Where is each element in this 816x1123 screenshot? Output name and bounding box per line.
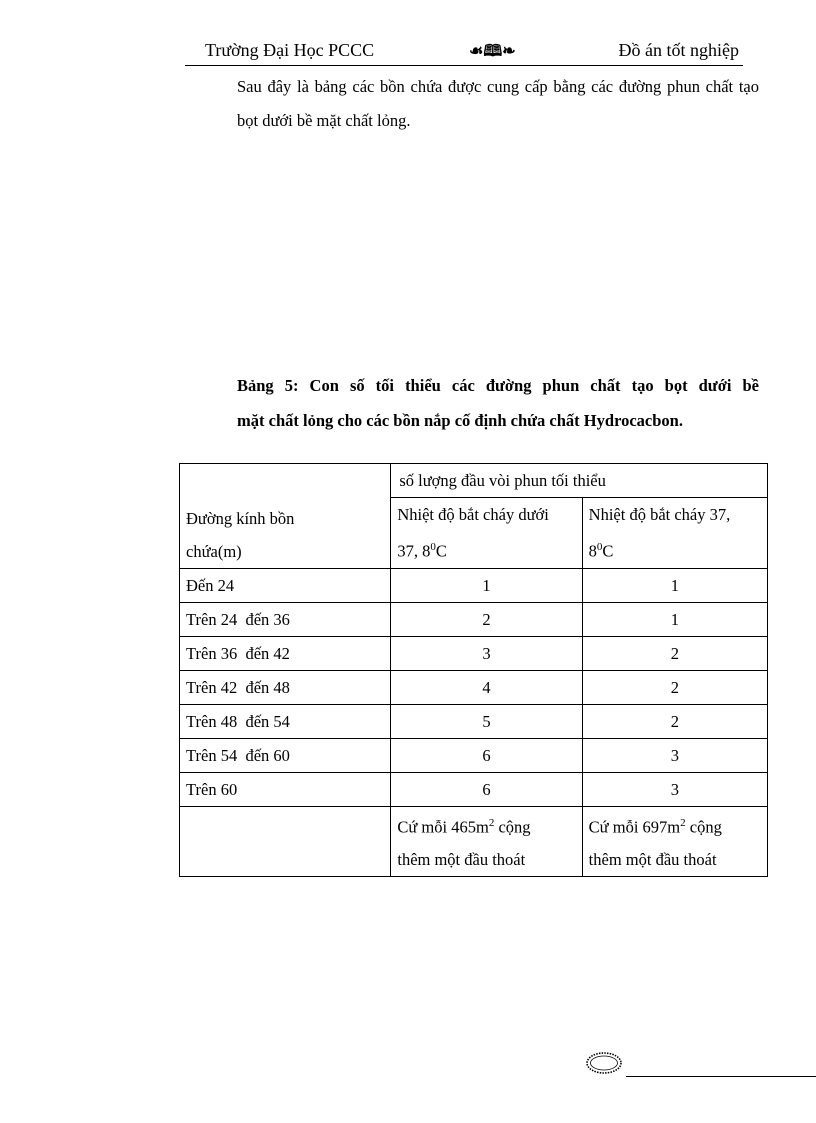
table-note-row [180,806,768,877]
below-count-cell: 4 [391,670,582,704]
square-superscript: 2 [488,816,495,829]
below-temp-header-line-2 [397,531,575,568]
below-count-cell: 6 [391,772,582,806]
above-note-area: Cứ mỗi 697m [588,817,681,836]
table-caption [237,368,759,438]
table-row [180,772,768,806]
header-ornament-icon: ☙🕮❧ [469,43,516,60]
below-count-cell: 5 [391,704,582,738]
table-row [180,704,768,738]
above-count-cell: 1 [582,568,767,602]
group-header-cell [391,464,768,498]
page-header [185,38,743,66]
group-header-text: số lượng đầu vòi phun tối thiểu [399,471,606,490]
footer-ornament-icon [584,1050,624,1076]
above-temp-header-line-1: Nhiệt độ bắt cháy 37, [588,505,731,524]
above-temp-header-line-2 [589,531,761,568]
degree-superscript: 0 [430,541,436,553]
above-note-line-1 [589,807,761,844]
table-header-row-1 [180,464,768,498]
above-note-suffix: cộng [685,817,722,836]
diameter-header-line-2: chứa(m) [186,541,242,561]
below-temp-header-line-1: Nhiệt độ bắt cháy dưới [397,505,549,524]
school-name: Trường Đại Học PCCC [205,40,375,60]
nozzle-table [179,463,768,877]
intro-paragraph [237,70,759,138]
above-temp-header-cell [582,498,767,569]
table-row [180,670,768,704]
above-count-cell: 3 [582,738,767,772]
below-note-line-1 [397,807,575,844]
above-note-line-2: thêm một đầu thoát [588,850,717,869]
below-count-cell: 6 [391,738,582,772]
footer-rule [626,1076,816,1077]
below-count-cell: 2 [391,602,582,636]
below-temp-header-cell [391,498,582,569]
above-count-cell: 3 [582,772,767,806]
above-count-cell: 2 [582,670,767,704]
above-note-cell [582,806,767,877]
diameter-cell: Đến 24 [180,568,391,602]
above-temp-value: 8 [588,541,597,561]
below-note-line-2: thêm một đầu thoát [397,850,526,869]
diameter-header-cell [180,464,391,569]
caption-line-2: mặt chất lỏng cho các bồn nắp cố định chứa chất Hydrocacbon. [237,411,683,430]
table-row [180,602,768,636]
table-row [180,636,768,670]
diameter-cell: Trên 42 đến 48 [180,670,391,704]
table-row [180,738,768,772]
above-count-cell: 1 [582,602,767,636]
below-note-area: Cứ mỗi 465m [397,817,489,836]
diameter-cell: Trên 48 đến 54 [180,704,391,738]
below-temp-value: 37, 8 [397,541,431,561]
celsius-unit: C [435,541,447,561]
above-count-cell: 2 [582,636,767,670]
below-note-cell [391,806,582,877]
degree-superscript: 0 [596,541,603,553]
below-count-cell: 1 [391,568,582,602]
below-count-cell: 3 [391,636,582,670]
square-superscript: 2 [680,816,686,829]
document-title: Đồ án tốt nghiệp [618,40,739,60]
table-row [180,568,768,602]
diameter-header-line-1: Đường kính bồn [186,508,295,528]
diameter-cell: Trên 24 đến 36 [180,602,391,636]
intro-text: Sau đây là bảng các bồn chứa được cung cấp bằng các đường phun chất tạo bọt dưới bề mặt chất lỏng. [237,77,759,130]
below-note-suffix: cộng [494,817,531,836]
diameter-cell: Trên 54 đến 60 [180,738,391,772]
caption-line-1: Bảng 5: Con số tối thiểu các đường phun chất tạo bọt dưới bề [237,376,759,395]
above-count-cell: 2 [582,704,767,738]
diameter-cell: Trên 36 đến 42 [180,636,391,670]
empty-note-cell [180,806,391,877]
diameter-cell: Trên 60 [180,772,391,806]
celsius-unit: C [602,541,614,561]
